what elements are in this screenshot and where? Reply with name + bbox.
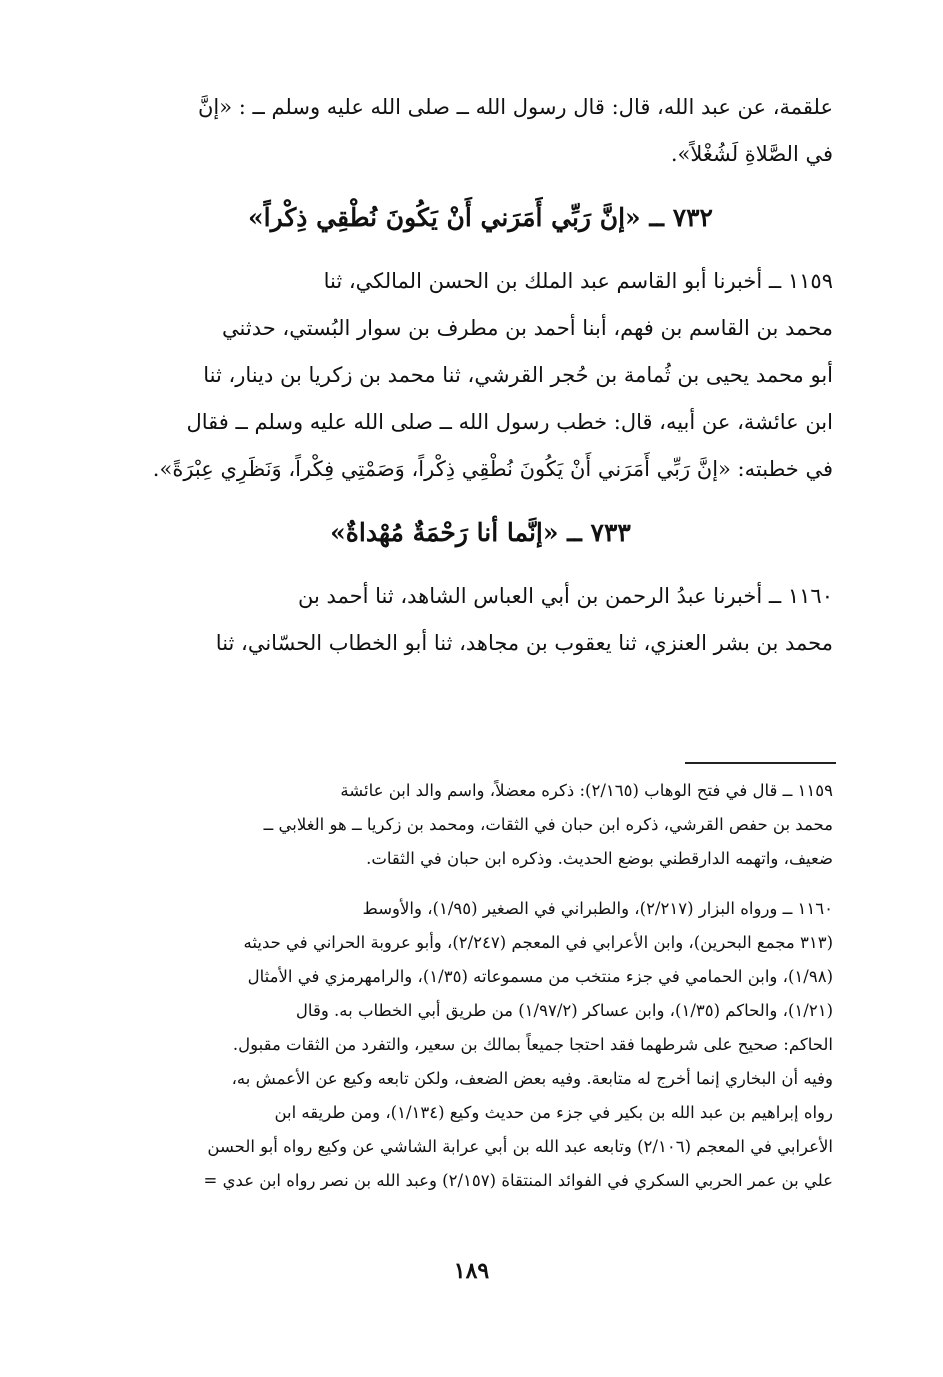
text-line: ابن عائشة، عن أبيه، قال: خطب رسول الله ــ صلى الله عليه وسلم ــ فقال (186, 410, 833, 434)
text-line: أبو محمد يحيى بن ثُمامة بن حُجر القرشي، ثنا محمد بن زكريا بن دينار، ثنا (203, 363, 833, 387)
footnote-line: (١/٢١)، والحاكم (١/٣٥)، وابن عساكر (١/٩٧/٢) من طريق أبي الخطاب به. وقال (295, 1001, 833, 1020)
footnote-line: (١/٩٨)، وابن الحمامي في جزء منتخب من مسموعاته (١/٣٥)، والرامهرمزي في الأمثال (247, 967, 833, 986)
text-line: محمد بن بشر العنزي، ثنا يعقوب بن مجاهد، ثنا أبو الخطاب الحسّاني، ثنا (215, 631, 833, 655)
footnote-line: رواه إبراهيم بن عبد الله بن بكير في جزء من حديث وكيع (١/١٣٤)، ومن طريقه ابن (274, 1103, 833, 1122)
footnote-line: الحاكم: صحيح على شرطهما فقد احتجا جميعاً بمالك بن سعير، والتفرد من الثقات مقبول. (232, 1035, 833, 1054)
footnote-line: ١١٦٠ ــ ورواه البزار (٢/٢١٧)، والطبراني في الصغير (١/٩٥)، والأوسط (362, 899, 833, 918)
footnote-line: (٣١٣ مجمع البحرين)، وابن الأعرابي في المعجم (٢/٢٤٧)، وأبو عروبة الحراني في حديثه (243, 933, 833, 952)
text-line: ١١٥٩ ــ أخبرنا أبو القاسم عبد الملك بن الحسن المالكي، ثنا (323, 269, 833, 293)
footnote-line: الأعرابي في المعجم (٢/١٠٦) وتابعه عبد الله بن أبي عرابة الشاشي عن وكيع رواه أبو الحسن (207, 1137, 833, 1156)
footnote-line: ١١٥٩ ــ قال في فتح الوهاب (٢/١٦٥): ذكره معضلاً، واسم والد ابن عائشة (340, 781, 833, 800)
footnote-line: وفيه أن البخاري إنما أخرج له متابعة. وفيه بعض الضعف، ولكن تابعه وكيع عن الأعمش به، (231, 1069, 833, 1088)
hadith-heading-732: ٧٣٢ ــ «إنَّ رَبِّي أَمَرَني أَنْ يَكُونَ نُطْقِي ذِكْراً» (248, 203, 713, 232)
text-line: ١١٦٠ ــ أخبرنا عبدُ الرحمن بن أبي العباس الشاهد، ثنا أحمد بن (297, 584, 833, 608)
footnotes (128, 774, 833, 1198)
text-line: في الصَّلاةِ لَشُغْلاً». (670, 142, 833, 166)
hadith-heading-733: ٧٣٣ ــ «إنَّما أنا رَحْمَةٌ مُهْداةٌ» (330, 518, 631, 547)
main-text (128, 84, 833, 667)
text-line: علقمة، عن عبد الله، قال: قال رسول الله ــ صلى الله عليه وسلم ــ : «إنَّ (197, 95, 833, 119)
text-line: محمد بن القاسم بن فهم، أبنا أحمد بن مطرف بن سوار البُستي، حدثني (222, 316, 833, 340)
page-number: ١٨٩ (453, 1258, 490, 1284)
footnote-line: علي بن عمر الحربي السكري في الفوائد المنتقاة (٢/١٥٧) وعبد الله بن نصر رواه ابن عدي = (203, 1171, 833, 1190)
footnote-line: محمد بن حفص القرشي، ذكره ابن حبان في الثقات، ومحمد بن زكريا ــ هو الغلابي ــ (263, 815, 833, 834)
footnote-separator (685, 762, 836, 764)
footnote-line: ضعيف، واتهمه الدارقطني بوضع الحديث. وذكره ابن حبان في الثقات. (366, 849, 833, 868)
text-line: في خطبته: «إنَّ رَبِّي أَمَرَني أَنْ يَكُونَ نُطْقِي ذِكْراً، وَصَمْتِي فِكْراً، وَنَظَرِي عِبْرَةً». (152, 457, 833, 481)
